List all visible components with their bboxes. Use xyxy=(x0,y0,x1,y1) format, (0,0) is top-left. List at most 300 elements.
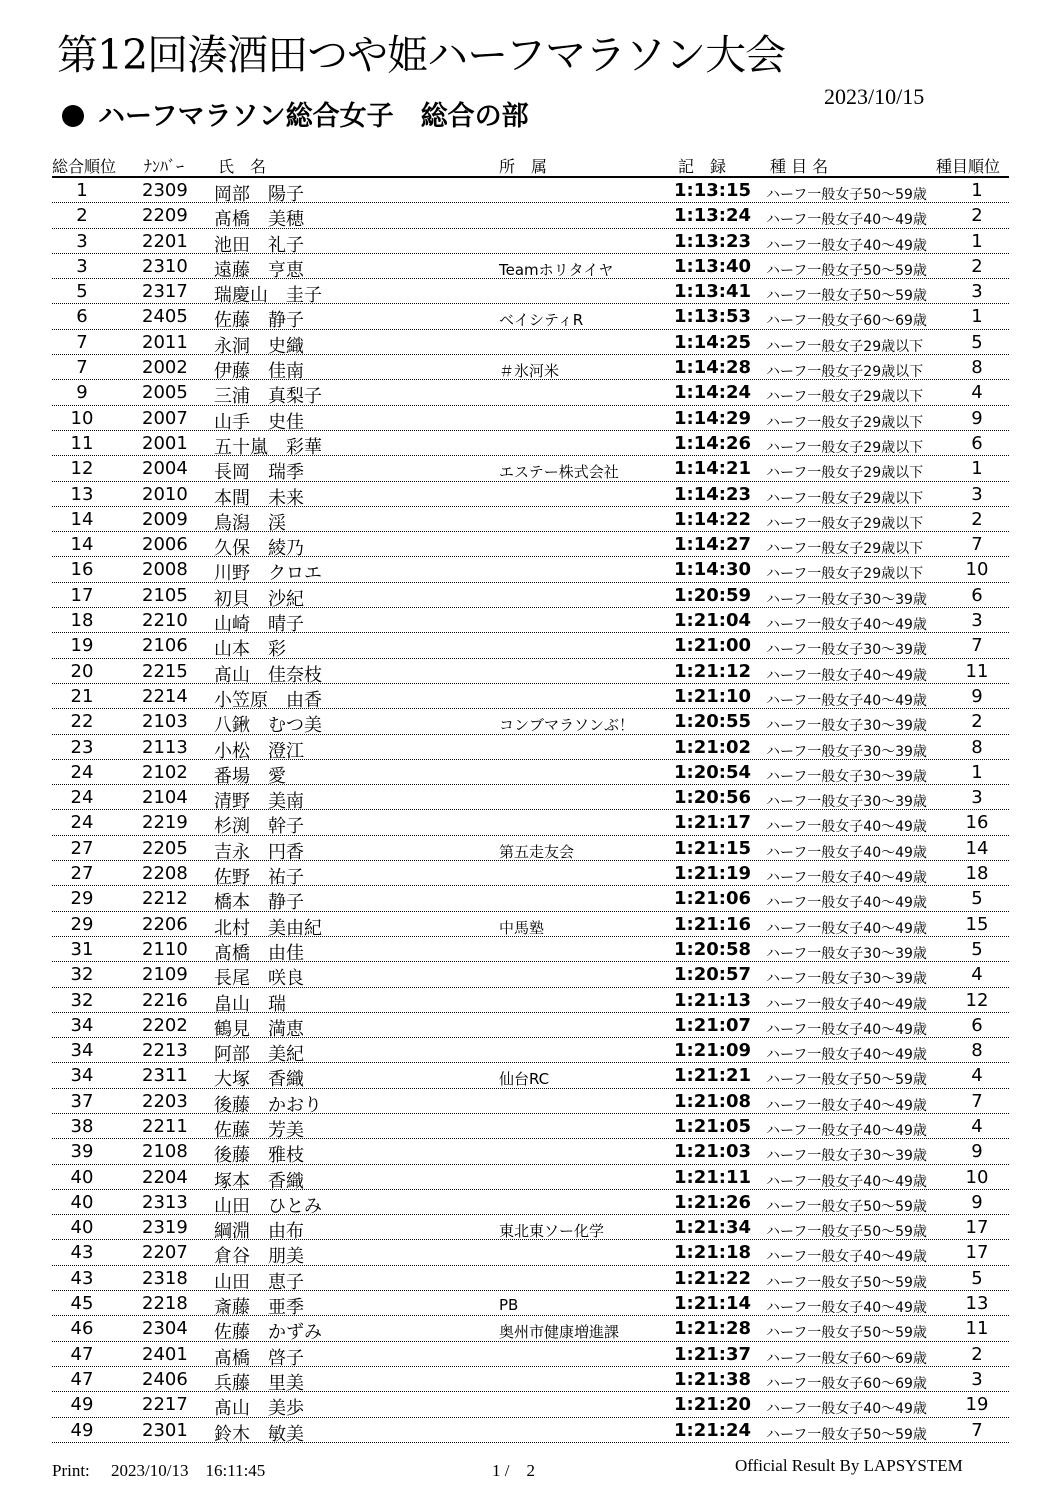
category-rank-cell: 8 xyxy=(971,736,983,758)
rank-cell: 1 xyxy=(76,180,88,201)
category-rank-cell: 3 xyxy=(971,483,983,505)
rank-cell: 9 xyxy=(76,382,88,404)
table-row xyxy=(52,1038,1009,1066)
finish-time-cell: 1:20:56 xyxy=(674,787,752,809)
table-row xyxy=(52,482,1009,507)
bib-number-cell: 2202 xyxy=(142,1014,188,1036)
category-cell: ハーフ一般女子50～59歳 xyxy=(766,1198,927,1215)
runner-name-cell: 兵藤 里美 xyxy=(214,1372,304,1394)
category-rank-cell: 3 xyxy=(971,610,983,632)
table-row xyxy=(52,1165,1009,1190)
table-row xyxy=(52,380,1009,408)
rank-cell: 27 xyxy=(70,837,94,859)
header-time: 記 録 xyxy=(678,157,727,176)
category-rank-cell: 1 xyxy=(971,458,983,480)
rank-cell: 12 xyxy=(70,458,94,480)
category-cell: ハーフ一般女子40～49歳 xyxy=(766,1047,927,1064)
runner-name-cell: 山崎 晴子 xyxy=(214,614,304,636)
bib-number-cell: 2105 xyxy=(142,584,188,606)
bib-number-cell: 2004 xyxy=(142,458,188,480)
finish-time-cell: 1:21:28 xyxy=(674,1318,752,1340)
category-rank-cell: 9 xyxy=(971,407,983,429)
finish-time-cell: 1:21:13 xyxy=(674,989,752,1011)
header-rank: 総合順位 xyxy=(52,157,117,176)
bib-number-cell: 2216 xyxy=(142,989,188,1011)
rank-cell: 32 xyxy=(70,964,94,986)
table-row xyxy=(52,532,1009,560)
table-row xyxy=(52,1291,1009,1319)
rank-cell: 21 xyxy=(70,685,94,707)
table-row xyxy=(52,608,1009,636)
category-rank-cell: 1 xyxy=(971,180,983,201)
runner-name-cell: 畠山 瑞 xyxy=(214,993,286,1015)
runner-name-cell: 山田 ひとみ xyxy=(214,1195,322,1217)
category-cell: ハーフ一般女子30～39歳 xyxy=(766,642,927,659)
category-rank-cell: 9 xyxy=(971,685,983,707)
runner-name-cell: 岡部 陽子 xyxy=(214,184,304,205)
runner-name-cell: 永洞 史織 xyxy=(214,335,304,357)
bib-number-cell: 2108 xyxy=(142,1141,188,1163)
rank-cell: 2 xyxy=(76,205,88,227)
runner-name-cell: 髙山 佳奈枝 xyxy=(214,664,322,686)
team-cell: 奥州市健康増進課 xyxy=(499,1323,620,1342)
team-cell: エステー株式会社 xyxy=(499,463,619,482)
category-cell: ハーフ一般女子40～49歳 xyxy=(766,667,927,684)
team-cell: PB xyxy=(499,1296,519,1315)
bib-number-cell: 2001 xyxy=(142,432,188,454)
category-cell: ハーフ一般女子29歳以下 xyxy=(766,364,924,381)
category-cell: ハーフ一般女子29歳以下 xyxy=(766,389,924,406)
finish-time-cell: 1:21:38 xyxy=(674,1368,752,1390)
rank-cell: 23 xyxy=(70,736,94,758)
finish-time-cell: 1:13:15 xyxy=(674,180,752,201)
results-table-body xyxy=(52,178,1009,1443)
category-rank-cell: 17 xyxy=(965,1217,989,1239)
finish-time-cell: 1:14:30 xyxy=(674,559,752,581)
bib-number-cell: 2011 xyxy=(142,331,188,353)
team-cell: Teamホリタイヤ xyxy=(499,260,614,279)
table-row xyxy=(52,937,1009,962)
results-table-header xyxy=(52,154,1009,178)
runner-name-cell: 佐藤 静子 xyxy=(214,310,304,332)
finish-time-cell: 1:21:19 xyxy=(674,863,752,885)
category-cell: ハーフ一般女子30～39歳 xyxy=(766,591,927,608)
runner-name-cell: 大塚 香織 xyxy=(214,1069,304,1091)
bib-number-cell: 2213 xyxy=(142,1040,188,1062)
finish-time-cell: 1:21:22 xyxy=(674,1267,752,1289)
category-cell: ハーフ一般女子40～49歳 xyxy=(766,1097,927,1114)
team-cell: ＃氷河米 xyxy=(499,362,560,381)
page-number: 1 / 2 xyxy=(492,1461,535,1480)
runner-name-cell: 小松 澄江 xyxy=(214,740,304,762)
finish-time-cell: 1:14:21 xyxy=(674,458,752,480)
finish-time-cell: 1:13:41 xyxy=(674,281,752,303)
header-team: 所 属 xyxy=(499,157,548,176)
rank-cell: 43 xyxy=(70,1242,94,1264)
category-rank-cell: 19 xyxy=(965,1394,989,1416)
table-row xyxy=(52,1392,1009,1420)
runner-name-cell: 山田 恵子 xyxy=(214,1271,304,1293)
runner-name-cell: 遠藤 亨恵 xyxy=(214,259,304,281)
table-row xyxy=(52,1316,1009,1344)
finish-time-cell: 1:21:12 xyxy=(674,660,752,682)
category-cell: ハーフ一般女子30～39歳 xyxy=(766,945,927,962)
finish-time-cell: 1:20:59 xyxy=(674,584,752,606)
table-row xyxy=(52,886,1009,914)
finish-time-cell: 1:20:54 xyxy=(674,761,752,783)
category-rank-cell: 8 xyxy=(971,1040,983,1062)
category-cell: ハーフ一般女子29歳以下 xyxy=(766,439,924,456)
category-rank-cell: 2 xyxy=(971,205,983,227)
bib-number-cell: 2405 xyxy=(142,306,188,328)
category-cell: ハーフ一般女子29歳以下 xyxy=(766,490,924,507)
category-cell: ハーフ一般女子30～39歳 xyxy=(766,718,927,735)
team-cell: 東北東ソー化学 xyxy=(499,1222,605,1241)
rank-cell: 14 xyxy=(70,534,94,556)
bib-number-cell: 2311 xyxy=(142,1065,188,1087)
bib-number-cell: 2006 xyxy=(142,534,188,556)
category-cell: ハーフ一般女子40～49歳 xyxy=(766,819,927,836)
category-rank-cell: 8 xyxy=(971,357,983,379)
table-row xyxy=(52,735,1009,760)
rank-cell: 40 xyxy=(70,1217,94,1239)
category-rank-cell: 10 xyxy=(965,559,989,581)
rank-cell: 11 xyxy=(70,432,94,454)
bib-number-cell: 2309 xyxy=(142,180,188,201)
bib-number-cell: 2313 xyxy=(142,1191,188,1213)
runner-name-cell: 八鍬 むつ美 xyxy=(214,715,322,737)
rank-cell: 46 xyxy=(70,1318,94,1340)
table-row xyxy=(52,178,1009,203)
team-cell: 中馬塾 xyxy=(499,918,545,937)
runner-name-cell: 清野 美南 xyxy=(214,791,304,813)
rank-cell: 29 xyxy=(70,888,94,910)
bib-number-cell: 2212 xyxy=(142,888,188,910)
category-cell: ハーフ一般女子40～49歳 xyxy=(766,1401,927,1418)
team-cell: 第五走友会 xyxy=(499,842,575,861)
table-row xyxy=(52,785,1009,813)
rank-cell: 34 xyxy=(70,1040,94,1062)
category-cell: ハーフ一般女子29歳以下 xyxy=(766,541,924,558)
category-rank-cell: 4 xyxy=(971,382,983,404)
category-rank-cell: 9 xyxy=(971,1141,983,1163)
rank-cell: 7 xyxy=(76,331,88,353)
table-row xyxy=(52,279,1009,307)
finish-time-cell: 1:14:23 xyxy=(674,483,752,505)
table-row xyxy=(52,431,1009,456)
rank-cell: 40 xyxy=(70,1191,94,1213)
bib-number-cell: 2103 xyxy=(142,711,188,733)
runner-name-cell: 長尾 咲良 xyxy=(214,968,304,990)
bib-number-cell: 2201 xyxy=(142,230,188,252)
runner-name-cell: 綱淵 由布 xyxy=(214,1221,304,1243)
finish-time-cell: 1:21:21 xyxy=(674,1065,752,1087)
category-rank-cell: 10 xyxy=(965,1166,989,1188)
rank-cell: 7 xyxy=(76,357,88,379)
runner-name-cell: 三浦 真梨子 xyxy=(214,386,322,408)
rank-cell: 14 xyxy=(70,508,94,530)
table-row xyxy=(52,1266,1009,1291)
category-rank-cell: 1 xyxy=(971,306,983,328)
runner-name-cell: 山本 彩 xyxy=(214,639,286,661)
rank-cell: 22 xyxy=(70,711,94,733)
finish-time-cell: 1:21:37 xyxy=(674,1343,752,1365)
table-row xyxy=(52,406,1009,431)
finish-time-cell: 1:14:29 xyxy=(674,407,752,429)
runner-name-cell: 川野 クロエ xyxy=(214,563,322,585)
bib-number-cell: 2104 xyxy=(142,787,188,809)
category-cell: ハーフ一般女子40～49歳 xyxy=(766,996,927,1013)
finish-time-cell: 1:21:06 xyxy=(674,888,752,910)
category-cell: ハーフ一般女子29歳以下 xyxy=(766,338,924,355)
category-cell: ハーフ一般女子40～49歳 xyxy=(766,1300,927,1317)
category-cell: ハーフ一般女子40～49歳 xyxy=(766,617,927,634)
table-row xyxy=(52,1063,1009,1091)
runner-name-cell: 杉渕 幹子 xyxy=(214,816,304,838)
rank-cell: 3 xyxy=(76,230,88,252)
runner-name-cell: 佐藤 芳美 xyxy=(214,1119,304,1141)
rank-cell: 16 xyxy=(70,559,94,581)
rank-cell: 3 xyxy=(76,255,88,277)
bib-number-cell: 2209 xyxy=(142,205,188,227)
table-row xyxy=(52,684,1009,709)
table-row xyxy=(52,456,1009,484)
page-title: 第12回湊酒田つや姫ハーフマラソン大会 xyxy=(57,31,786,79)
table-row xyxy=(52,1418,1009,1443)
table-row xyxy=(52,583,1009,608)
finish-time-cell: 1:20:55 xyxy=(674,711,752,733)
print-timestamp: Print: 2023/10/13 16:11:45 xyxy=(52,1461,266,1480)
bib-number-cell: 2301 xyxy=(142,1419,188,1441)
bib-number-cell: 2207 xyxy=(142,1242,188,1264)
bib-number-cell: 2203 xyxy=(142,1090,188,1112)
rank-cell: 39 xyxy=(70,1141,94,1163)
bib-number-cell: 2406 xyxy=(142,1368,188,1390)
table-row xyxy=(52,203,1009,231)
category-cell: ハーフ一般女子30～39歳 xyxy=(766,794,927,811)
rank-cell: 17 xyxy=(70,584,94,606)
table-row xyxy=(52,709,1009,737)
rank-cell: 24 xyxy=(70,787,94,809)
category-cell: ハーフ一般女子29歳以下 xyxy=(766,515,924,532)
category-cell: ハーフ一般女子60～69歳 xyxy=(766,1375,927,1392)
finish-time-cell: 1:21:16 xyxy=(674,913,752,935)
rank-cell: 24 xyxy=(70,761,94,783)
rank-cell: 18 xyxy=(70,610,94,632)
category-rank-cell: 5 xyxy=(971,938,983,960)
bib-number-cell: 2401 xyxy=(142,1343,188,1365)
runner-name-cell: 伊藤 佳南 xyxy=(214,361,304,383)
rank-cell: 45 xyxy=(70,1293,94,1315)
finish-time-cell: 1:21:05 xyxy=(674,1115,752,1137)
finish-time-cell: 1:21:15 xyxy=(674,837,752,859)
finish-time-cell: 1:21:09 xyxy=(674,1040,752,1062)
category-rank-cell: 1 xyxy=(971,230,983,252)
category-cell: ハーフ一般女子60～69歳 xyxy=(766,1350,927,1367)
header-category: 種 目 名 xyxy=(770,157,829,176)
runner-name-cell: 斎藤 亜季 xyxy=(214,1297,304,1319)
rank-cell: 34 xyxy=(70,1014,94,1036)
category-cell: ハーフ一般女子50～59歳 xyxy=(766,288,927,305)
runner-name-cell: 阿部 美紀 xyxy=(214,1044,304,1066)
bib-number-cell: 2102 xyxy=(142,761,188,783)
category-rank-cell: 14 xyxy=(965,837,989,859)
category-rank-cell: 3 xyxy=(971,1368,983,1390)
category-cell: ハーフ一般女子40～49歳 xyxy=(766,1122,927,1139)
finish-time-cell: 1:13:23 xyxy=(674,230,752,252)
bib-number-cell: 2008 xyxy=(142,559,188,581)
category-cell: ハーフ一般女子40～49歳 xyxy=(766,1021,927,1038)
runner-name-cell: 橋本 静子 xyxy=(214,892,304,914)
rank-cell: 37 xyxy=(70,1090,94,1112)
bib-number-cell: 2005 xyxy=(142,382,188,404)
category-cell: ハーフ一般女子40～49歳 xyxy=(766,212,927,229)
category-cell: ハーフ一般女子30～39歳 xyxy=(766,1148,927,1165)
category-rank-cell: 4 xyxy=(971,1115,983,1137)
runner-name-cell: 鳥潟 渓 xyxy=(214,512,286,534)
finish-time-cell: 1:21:20 xyxy=(674,1394,752,1416)
category-cell: ハーフ一般女子40～49歳 xyxy=(766,895,927,912)
runner-name-cell: 後藤 雅枝 xyxy=(214,1145,304,1167)
category-rank-cell: 5 xyxy=(971,1267,983,1289)
category-rank-cell: 11 xyxy=(965,660,989,682)
rank-cell: 38 xyxy=(70,1115,94,1137)
category-rank-cell: 6 xyxy=(971,1014,983,1036)
header-category-rank: 種目順位 xyxy=(936,157,1001,176)
finish-time-cell: 1:21:10 xyxy=(674,685,752,707)
runner-name-cell: 塚本 香織 xyxy=(214,1170,304,1192)
bib-number-cell: 2010 xyxy=(142,483,188,505)
table-row xyxy=(52,760,1009,785)
category-rank-cell: 5 xyxy=(971,888,983,910)
header-number: ﾅﾝﾊﾞｰ xyxy=(144,157,185,176)
category-rank-cell: 2 xyxy=(971,711,983,733)
category-rank-cell: 1 xyxy=(971,761,983,783)
bib-number-cell: 2205 xyxy=(142,837,188,859)
team-cell: ベイシティR xyxy=(499,311,584,330)
category-rank-cell: 15 xyxy=(965,913,989,935)
bib-number-cell: 2208 xyxy=(142,863,188,885)
bib-number-cell: 2217 xyxy=(142,1394,188,1416)
finish-time-cell: 1:21:04 xyxy=(674,610,752,632)
finish-time-cell: 1:21:03 xyxy=(674,1141,752,1163)
runner-name-cell: 髙橋 啓子 xyxy=(214,1347,304,1369)
finish-time-cell: 1:14:27 xyxy=(674,534,752,556)
finish-time-cell: 1:21:17 xyxy=(674,812,752,834)
category-rank-cell: 7 xyxy=(971,1090,983,1112)
table-row xyxy=(52,836,1009,861)
category-rank-cell: 3 xyxy=(971,787,983,809)
finish-time-cell: 1:13:24 xyxy=(674,205,752,227)
footer-credit: Official Result By LAPSYSTEM xyxy=(735,1456,963,1475)
table-row xyxy=(52,1139,1009,1167)
rank-cell: 20 xyxy=(70,660,94,682)
runner-name-cell: 髙山 美歩 xyxy=(214,1398,304,1420)
category-cell: ハーフ一般女子50～59歳 xyxy=(766,1274,927,1291)
category-cell: ハーフ一般女子40～49歳 xyxy=(766,1249,927,1266)
category-rank-cell: 2 xyxy=(971,508,983,530)
category-cell: ハーフ一般女子50～59歳 xyxy=(766,187,927,203)
category-rank-cell: 4 xyxy=(971,1065,983,1087)
finish-time-cell: 1:21:00 xyxy=(674,635,752,657)
category-rank-cell: 18 xyxy=(965,863,989,885)
rank-cell: 31 xyxy=(70,938,94,960)
bib-number-cell: 2106 xyxy=(142,635,188,657)
runner-name-cell: 番場 愛 xyxy=(214,765,286,787)
category-cell: ハーフ一般女子40～49歳 xyxy=(766,920,927,937)
header-name: 氏 名 xyxy=(218,157,267,176)
category-rank-cell: 11 xyxy=(965,1318,989,1340)
rank-cell: 27 xyxy=(70,863,94,885)
table-row xyxy=(52,1215,1009,1243)
table-row xyxy=(52,229,1009,254)
category-cell: ハーフ一般女子40～49歳 xyxy=(766,692,927,709)
team-cell: コンブマラソンぶ！ xyxy=(499,716,635,735)
runner-name-cell: 池田 礼子 xyxy=(214,234,304,256)
table-row xyxy=(52,254,1009,279)
table-row xyxy=(52,810,1009,838)
bib-number-cell: 2310 xyxy=(142,255,188,277)
table-row xyxy=(52,1190,1009,1215)
category-rank-cell: 7 xyxy=(971,534,983,556)
runner-name-cell: 佐野 祐子 xyxy=(214,867,304,889)
category-cell: ハーフ一般女子29歳以下 xyxy=(766,465,924,482)
bib-number-cell: 2109 xyxy=(142,964,188,986)
section-title: ハーフマラソン総合女子 総合の部 xyxy=(98,101,529,132)
finish-time-cell: 1:14:22 xyxy=(674,508,752,530)
finish-time-cell: 1:21:34 xyxy=(674,1217,752,1239)
table-row xyxy=(52,355,1009,383)
category-cell: ハーフ一般女子30～39歳 xyxy=(766,768,927,785)
finish-time-cell: 1:21:24 xyxy=(674,1419,752,1441)
table-row xyxy=(52,1114,1009,1139)
runner-name-cell: 瑞慶山 圭子 xyxy=(214,285,322,307)
category-cell: ハーフ一般女子60～69歳 xyxy=(766,313,927,330)
category-rank-cell: 16 xyxy=(965,812,989,834)
category-rank-cell: 7 xyxy=(971,635,983,657)
table-row xyxy=(52,1013,1009,1038)
rank-cell: 49 xyxy=(70,1419,94,1441)
rank-cell: 43 xyxy=(70,1267,94,1289)
table-row xyxy=(52,557,1009,585)
rank-cell: 32 xyxy=(70,989,94,1011)
table-row xyxy=(52,1240,1009,1268)
finish-time-cell: 1:21:14 xyxy=(674,1293,752,1315)
table-row xyxy=(52,507,1009,532)
section-heading xyxy=(62,94,529,133)
table-row xyxy=(52,1342,1009,1367)
finish-time-cell: 1:13:40 xyxy=(674,255,752,277)
category-rank-cell: 6 xyxy=(971,584,983,606)
bib-number-cell: 2218 xyxy=(142,1293,188,1315)
table-row xyxy=(52,1367,1009,1392)
bib-number-cell: 2304 xyxy=(142,1318,188,1340)
table-row xyxy=(52,962,1009,990)
bib-number-cell: 2211 xyxy=(142,1115,188,1137)
category-cell: ハーフ一般女子29歳以下 xyxy=(766,414,924,431)
finish-time-cell: 1:14:25 xyxy=(674,331,752,353)
bib-number-cell: 2210 xyxy=(142,610,188,632)
bib-number-cell: 2002 xyxy=(142,357,188,379)
category-cell: ハーフ一般女子30～39歳 xyxy=(766,971,927,988)
runner-name-cell: 本間 未来 xyxy=(214,487,304,509)
category-cell: ハーフ一般女子30～39歳 xyxy=(766,743,927,760)
runner-name-cell: 吉永 円香 xyxy=(214,841,304,863)
category-rank-cell: 6 xyxy=(971,432,983,454)
rank-cell: 40 xyxy=(70,1166,94,1188)
finish-time-cell: 1:21:07 xyxy=(674,1014,752,1036)
table-row xyxy=(52,912,1009,937)
